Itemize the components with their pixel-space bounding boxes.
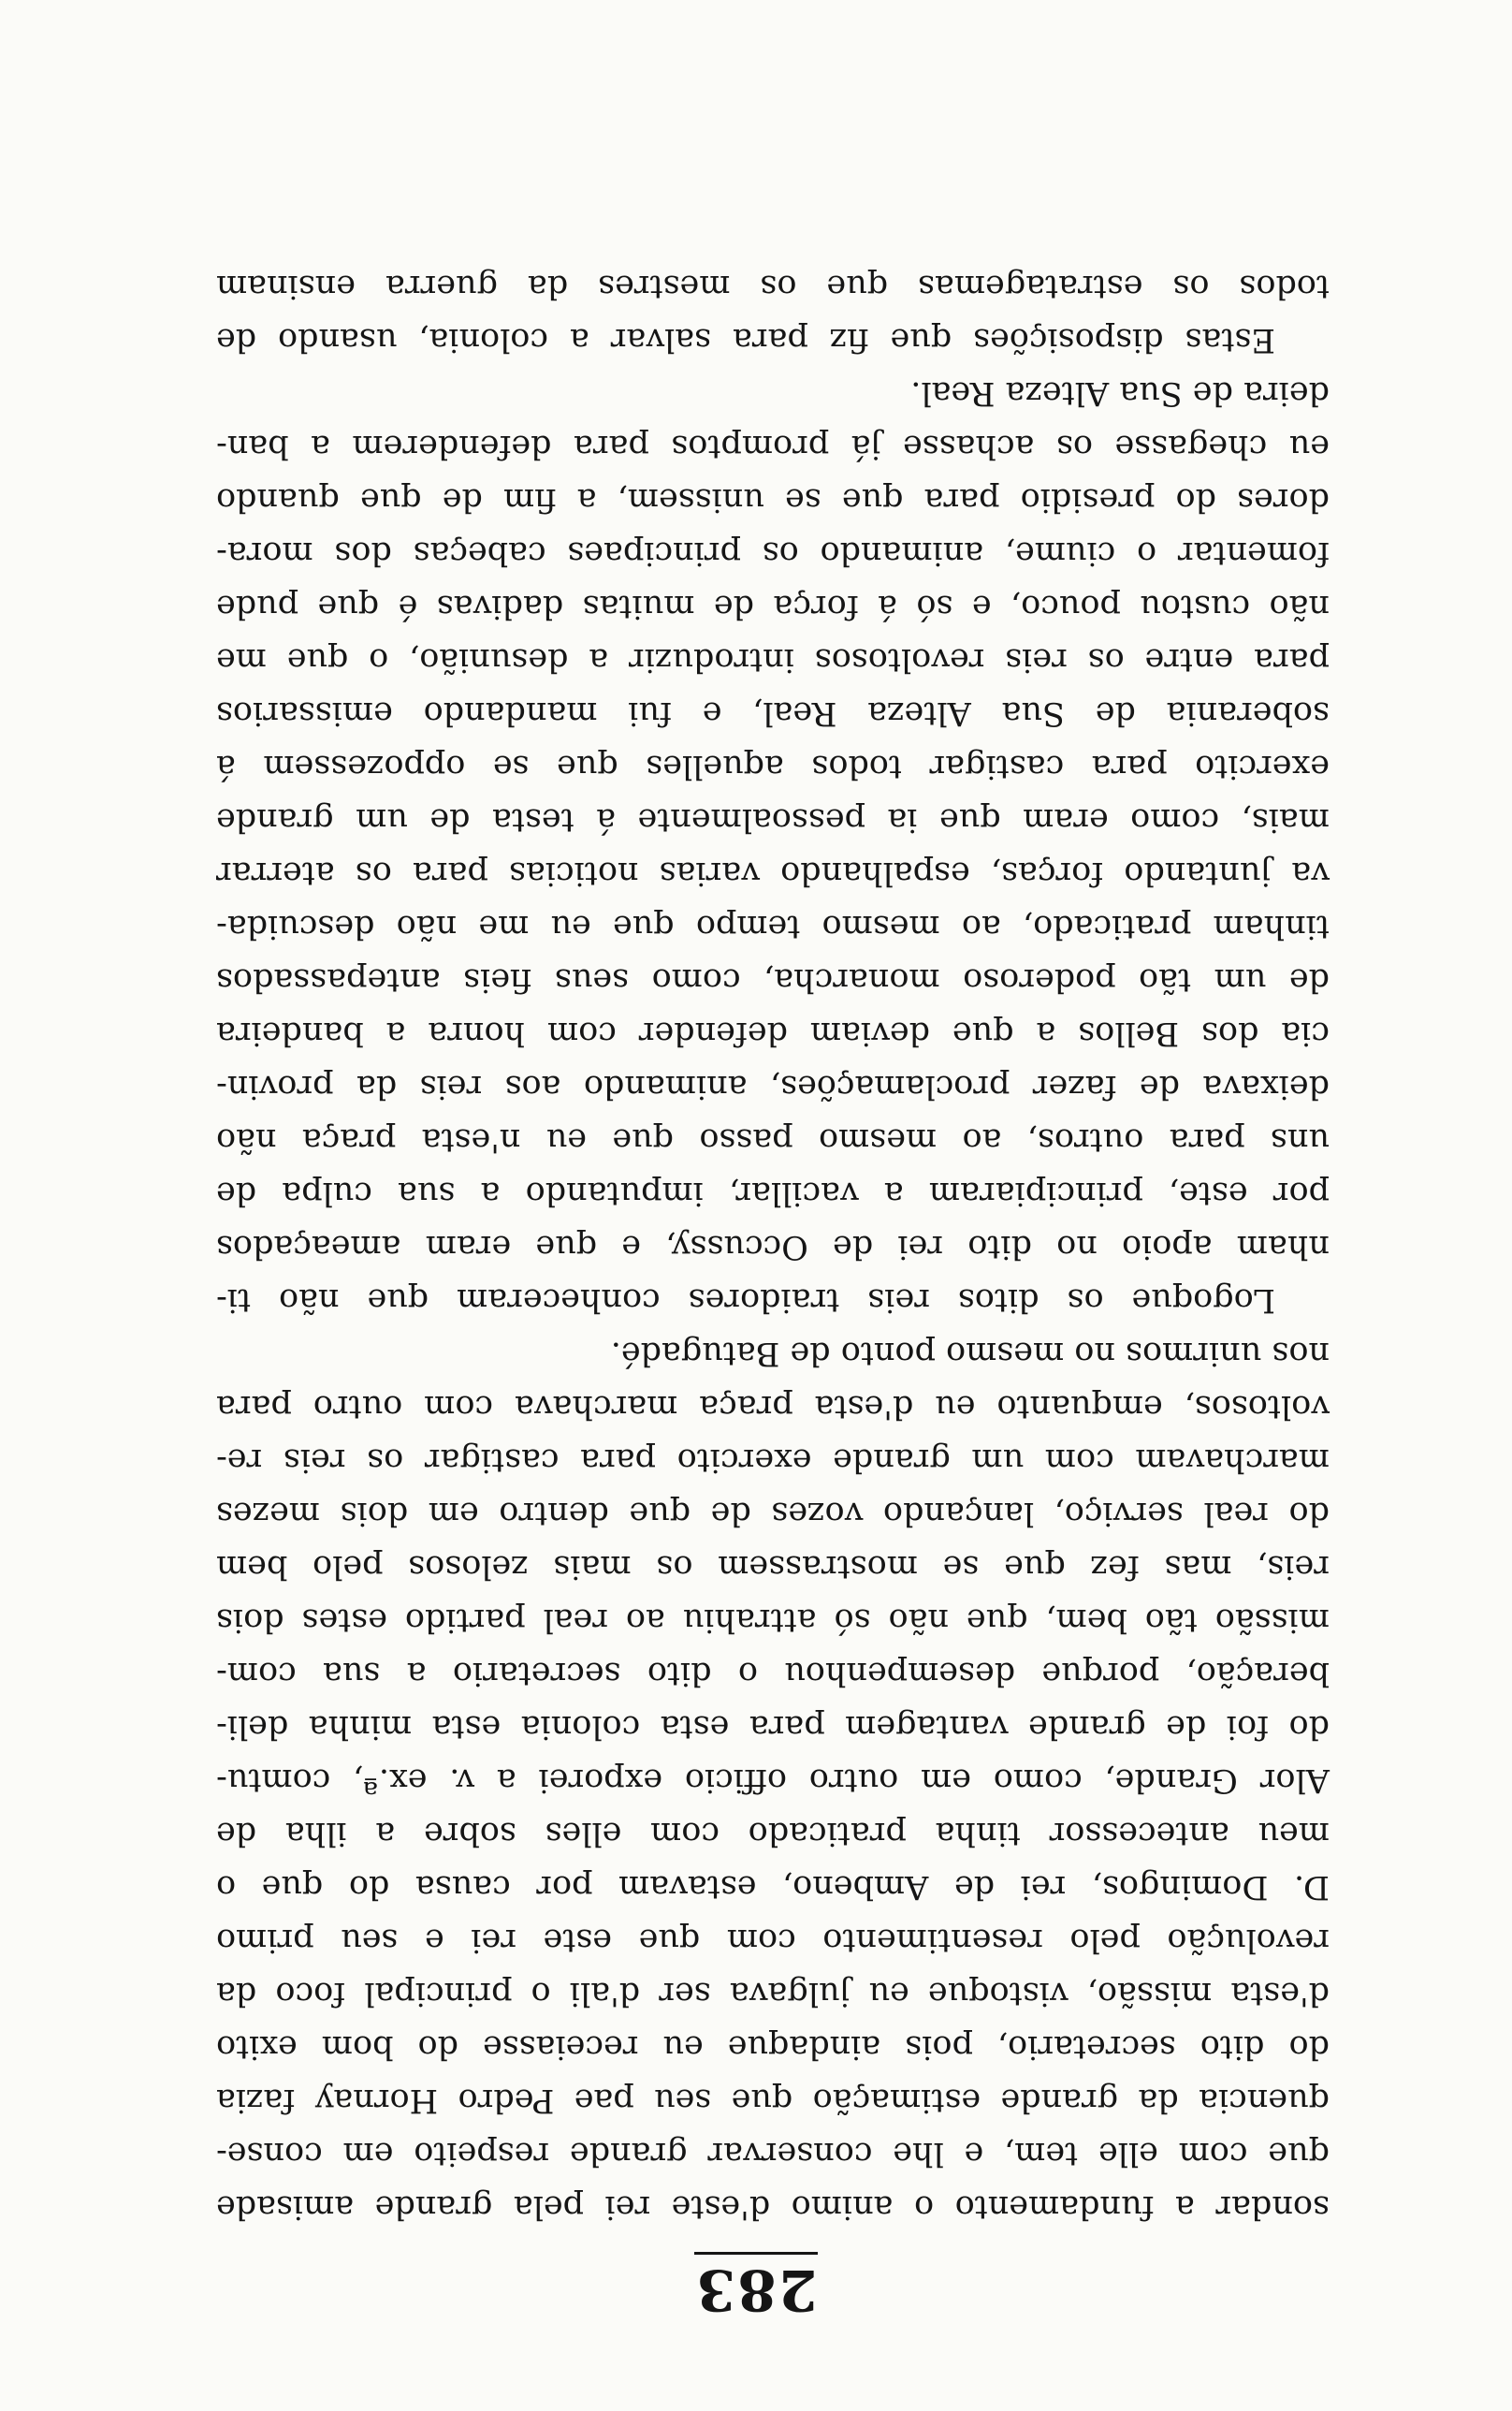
text-line: cia dos Bellos a que deviam defender com honra a bandeira [216, 1015, 1330, 1052]
page-header [0, 2252, 1512, 2322]
text-line: deira de Sua Alteza Real. [910, 374, 1330, 412]
text-line: reis, mas fez que se mostrassem os mais zelosos pelo bem [216, 1548, 1330, 1585]
text-line: d'esta missão, vistoque eu julgava ser d'ali o principal foco da [216, 1975, 1330, 2012]
text-line: do real serviço, lançando vozes de que dentro em dois mezes [216, 1495, 1330, 1532]
text-line: va juntando forças, espalhando varias noticias para os aterrar [216, 855, 1330, 892]
text-line: deixava de fazer proclamações, animando aos reis da provin- [216, 1068, 1330, 1105]
text-line: para entre os reis revoltosos introduzir a desunião, o que me [216, 641, 1330, 679]
text-line: todos os estratagemas que os mestres da guerra ensinam [216, 268, 1330, 305]
text-line: soberania de Sua Alteza Real, e fui mandando emissarios [216, 694, 1330, 732]
text-line: Logoque os ditos reis traidores conheceram que não ti- [216, 1281, 1275, 1319]
text-line: marchavam com um grande exercito para castigar os reis re- [216, 1441, 1330, 1479]
text-line: exercito para castigar todos aquelles que se oppozessem á [216, 748, 1330, 785]
text-line: mais, como eram que ia pessoalmente á testa de um grande [216, 801, 1330, 839]
text-line: de um tão poderoso monarcha, como seus fieis antepassados [216, 961, 1330, 999]
text-line: fomentar o ciume, animando os principaes cabeças dos mora- [216, 534, 1330, 572]
text-line: por este, principiaram a vacillar, imputando a sua culpa de [216, 1175, 1330, 1212]
text-line: não custou pouco, e só á força de muitas dadivas é que pude [216, 588, 1330, 625]
text-line: D. Domingos, rei de Ambeno, estavam por causa do que o [216, 1868, 1330, 1906]
text-line: missão tão bem, que não só attrahiu ao real partido estes dois [216, 1601, 1330, 1639]
body-text [216, 259, 1330, 2233]
text-line: sondar a fundamento o animo d'este rei pela grande amisade [216, 2188, 1330, 2226]
text-line: nham apoio no dito rei de Occussy, e que eram ameaçados [216, 1228, 1330, 1265]
text-line: nos unirmos no mesmo ponto de Batugadé. [610, 1335, 1330, 1372]
text-line: Alor Grande, como em outro officio exporei a v. ex.ª, comtu- [216, 1761, 1330, 1799]
text-line: beração, porque desempenhou o dito secretario a sua com- [216, 1655, 1330, 1692]
text-line: quencia da grande estimação que seu pae Pedro Hornay fazia [216, 2082, 1330, 2119]
text-line: do dito secretario, pois aindaque eu receiasse do bom exito [216, 2028, 1330, 2066]
text-line: Estas disposições que fiz para salvar a colonia, usando de [216, 321, 1275, 358]
text-line: do foi de grande vantagem para esta colonia esta minha deli- [216, 1708, 1330, 1746]
text-line: dores do presidio para que se unissem, a fim de que quando [216, 481, 1330, 519]
text-line: eu chegasse os achasse já promptos para defenderem a ban- [216, 428, 1330, 465]
text-line: meu antecessor tinha praticado com elles sobre a ilha de [216, 1815, 1330, 1852]
text-line: voltosos, emquanto eu d'esta praça marchava com outro para [216, 1388, 1330, 1425]
text-line: revolução pelo resentimento com que este rei e seu primo [216, 1921, 1330, 1959]
text-line: uns para outros, ao mesmo passo que eu n'esta praça não [216, 1121, 1330, 1159]
text-line: que com elle tem, e lhe conservar grande respeito em conse- [216, 2135, 1330, 2172]
text-line: tinham praticado, ao mesmo tempo que eu me não descuida- [216, 908, 1330, 945]
page-number: 283 [694, 2252, 817, 2322]
